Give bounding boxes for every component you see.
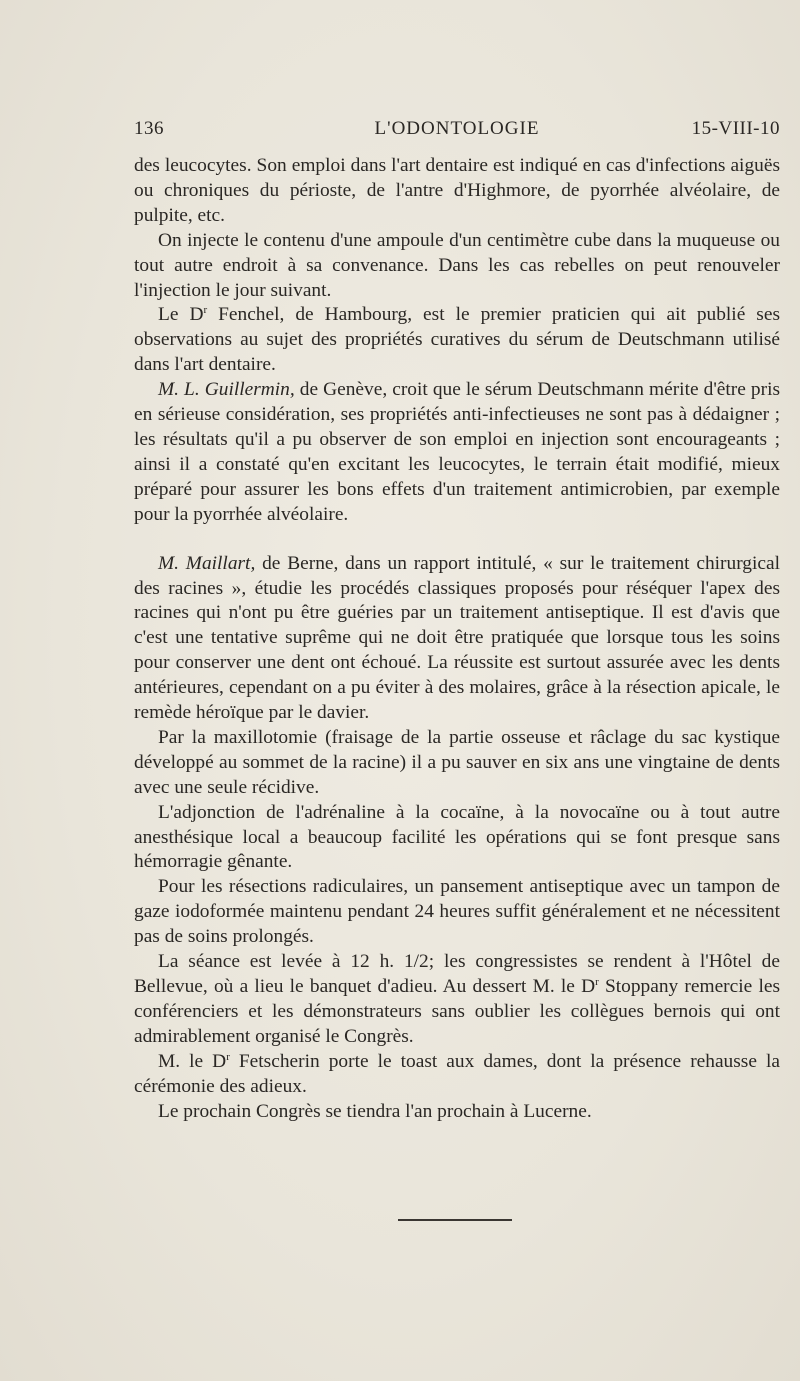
paragraph-lead: Le D — [158, 304, 204, 326]
paragraph-text: Fenchel, de Hambourg, est le premier praticien qui ait publié ses observations au sujet des propriétés curatives du sérum de Deutschmann utilisé dans l'art dentaire. — [134, 304, 780, 376]
paragraph-adrenaline — [134, 801, 780, 876]
paragraph-guillermin — [134, 378, 780, 527]
paragraph-lead: La séance est levée à 12 h. 1/2; les congressistes se rendent à l'Hôtel de Bellevue, où a lieu le banquet d'adieu. Au dessert M. le D — [134, 951, 780, 997]
paragraph-lead: M. le D — [158, 1050, 227, 1072]
author-name: M. Maillart, — [158, 552, 256, 574]
paragraph-text: Fetscherin porte le toast aux dames, dont la présence rehausse la cérémonie des adieux. — [134, 1050, 780, 1097]
paragraph-text: de Genève, croit que le sérum Deutschmann mérite d'être pris en sérieuse considération, ses propriétés anti-infectieuses ne sont pas à dédaigner ; les résultats qu'il a pu observer de son emploi en injection sont encourageants ; ainsi il a constaté qu'en excitant les leucocytes, le terrain était modifié, mieux préparé pour assurer les bons effets d'un traitement antimicrobien, par exemple pour la pyorrhée alvéolaire. — [134, 379, 781, 525]
running-header — [134, 118, 780, 148]
paragraph-resections — [134, 875, 780, 950]
paragraph-continuation — [134, 154, 780, 229]
paragraph-injection — [134, 229, 780, 304]
paragraph-next-congress — [134, 1100, 780, 1125]
journal-title: L'ODONTOLOGIE — [374, 118, 540, 139]
issue-date: 15-VIII-10 — [691, 118, 780, 139]
paragraph-text: Stoppany remercie les conférenciers et les démonstrateurs sans oublier les collègues bernois qui ont admirablement organisé le Congrès. — [134, 976, 780, 1047]
superscript: r — [595, 976, 599, 988]
paragraph-text: Le prochain Congrès se tiendra l'an prochain à Lucerne. — [158, 1100, 592, 1122]
paragraph-text: On injecte le contenu d'une ampoule d'un centimètre cube dans la muqueuse ou tout autre endroit à sa convenance. Dans les cas rebelles on peut renouveler l'injection le jour suivant. — [134, 229, 780, 301]
paragraph-maxillotomie — [134, 726, 780, 801]
paragraph-text: Par la maxillotomie (fraisage de la partie osseuse et râclage du sac kystique développé au sommet de la racine) il a pu sauver en six ans une vingtaine de dents avec une seule récidive. — [134, 726, 780, 798]
paragraph-text: des leucocytes. Son emploi dans l'art dentaire est indiqué en cas d'infections aiguës ou chroniques du périoste, de l'antre d'Highmore, de pyorrhée alvéolaire, de pulpite, etc. — [134, 155, 780, 226]
paragraph-text: L'adjonction de l'adrénaline à la cocaïne, à la novocaïne ou à tout autre anesthésique local a beaucoup facilité les opérations qui se font presque sans hémorragie gênante. — [134, 801, 780, 873]
paragraph-text: de Berne, dans un rapport intitulé, « sur le traitement chirurgical des racines », étudie les procédés classiques proposés pour réséquer l'apex des racines qui n'ont pu être guéries par un traitement antiseptique. Il est d'avis que c'est une tentative suprême qui ne doit être pratiquée que lorsque tous les soins pour conserver une dent ont échoué. La réussite est surtout assurée avec les dents antérieures, cependant on a pu éviter à des molaires, grâce à la résection apicale, le remède héroïque par le davier. — [134, 552, 780, 724]
page-number: 136 — [134, 118, 164, 139]
paragraph-fenchel — [134, 303, 780, 378]
paragraph-toast — [134, 1050, 780, 1100]
body-text — [134, 154, 780, 1124]
paragraph-maillart — [134, 552, 780, 726]
paragraph-text: Pour les résections radiculaires, un pansement antiseptique avec un tampon de gaze iodoformée maintenu pendant 24 heures suffit généralement et ne nécessitent pas de soins prolongés. — [134, 876, 780, 948]
superscript: r — [203, 304, 208, 317]
paragraph-seance — [134, 950, 780, 1050]
section-end-rule — [398, 1219, 512, 1221]
author-name: M. L. Guillermin, — [158, 379, 295, 401]
superscript: r — [226, 1050, 230, 1063]
